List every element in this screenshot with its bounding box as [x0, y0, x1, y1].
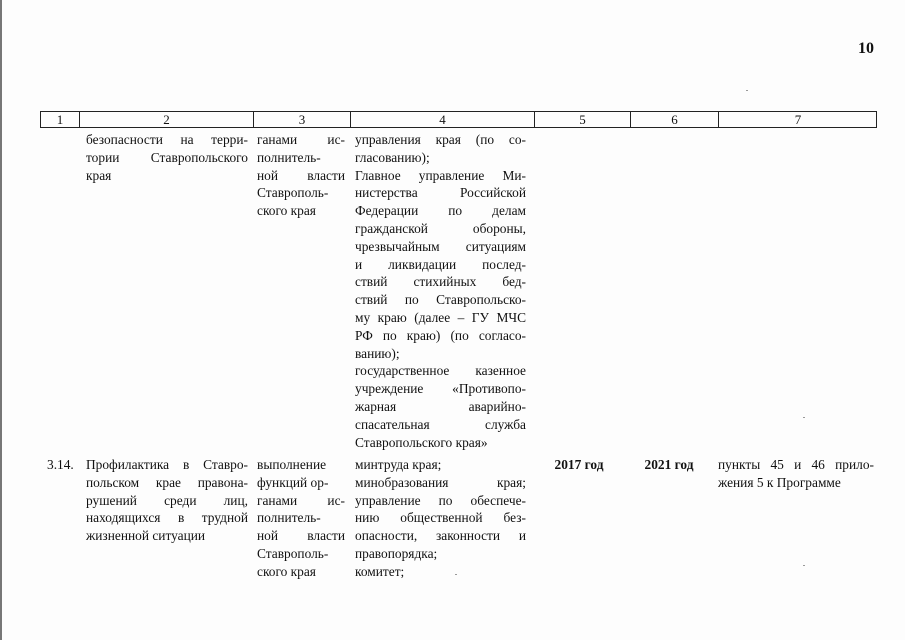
row2-end-year: 2021 год: [644, 457, 694, 472]
header-col-1: 1: [56, 112, 64, 127]
row1-col4-text: управления края (по со- гласованию); Главное управление Ми- нистерства Российской Федерации по делам гражданской обороны, чрезвычайным ситуациям и ликвидации послед- ствий стихийных бед- ствий по Ставропольско- му краю (далее – ГУ МЧС РФ по краю) (по согласо- ванию); государственное казенное учреждение «Противопо- жарная аварийно- спасательная служба Ставропольского края»: [355, 132, 526, 450]
scan-speck: [455, 574, 457, 575]
row1-col3-text: ганами ис- полнитель- ной власти Ставрополь- ского края: [257, 132, 345, 219]
row2-number: 3.14.: [47, 457, 74, 472]
page-number: 10: [858, 40, 874, 57]
scan-speck: [746, 90, 748, 91]
row2-start-year: 2017 год: [554, 457, 604, 472]
header-col-6: 6: [671, 112, 678, 127]
header-col-7: 7: [794, 112, 802, 127]
header-col-3: 3: [298, 112, 306, 127]
header-col-5: 5: [579, 112, 586, 127]
row1-col2-text: безопасности на терри- тории Ставропольского края: [86, 132, 248, 183]
scan-speck: [803, 565, 805, 566]
page-left-edge: [0, 0, 2, 640]
scan-speck: [803, 417, 805, 418]
row2-col4-text: минтруда края; минобразования края; управление по обеспече- нию общественной без- опасности, законности и правопорядка; комитет;: [355, 457, 526, 579]
row2-col7-text: пункты 45 и 46 прило- жения 5 к Программе: [718, 457, 874, 490]
table-header-row: [40, 111, 877, 128]
header-col-4: 4: [439, 112, 446, 127]
row2-col3-text: выполнение функций ор- ганами ис- полнитель- ной власти Ставрополь- ского края: [257, 457, 345, 579]
header-col-2: 2: [163, 112, 170, 127]
row2-col2-text: Профилактика в Ставро- польском крае правона- рушений среди лиц, находящихся в трудной жизненной ситуации: [86, 457, 248, 544]
